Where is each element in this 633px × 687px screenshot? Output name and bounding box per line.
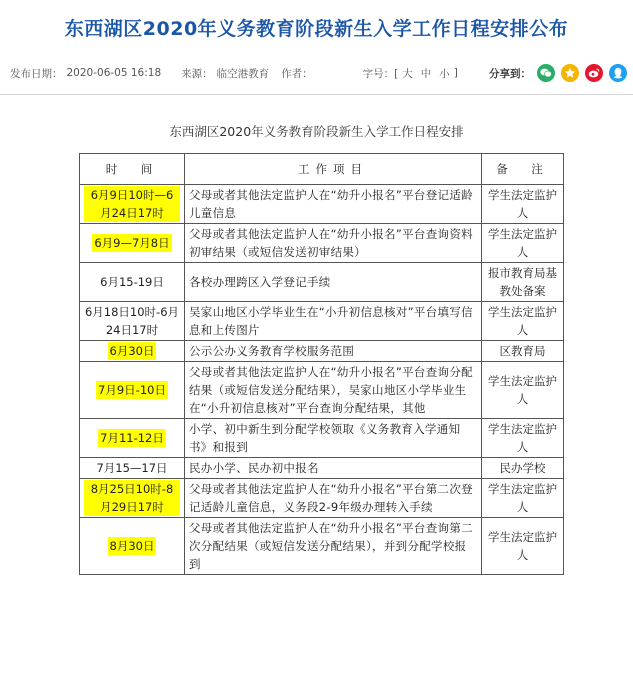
header-note: 备 注 bbox=[482, 154, 564, 185]
highlighted-date: 6月9—7月8日 bbox=[94, 236, 170, 250]
font-large-button[interactable]: 大 bbox=[402, 67, 413, 80]
source-label: 来源： bbox=[181, 67, 213, 80]
table-header-row bbox=[80, 154, 564, 185]
table-row bbox=[80, 263, 564, 302]
row-note-cell: 学生法定监护人 bbox=[482, 518, 564, 575]
table-row bbox=[80, 479, 564, 518]
table-row bbox=[80, 302, 564, 341]
row-time-cell bbox=[80, 302, 185, 341]
row-item-cell: 父母或者其他法定监护人在“幼升小报名”平台第二次登记适龄儿童信息，义务段2-9年级办理转入手续 bbox=[185, 479, 482, 518]
highlighted-date: 6月9日10时—6月24日17时 bbox=[84, 186, 180, 222]
table-row bbox=[80, 362, 564, 419]
row-item-cell: 父母或者其他法定监护人在“幼升小报名”平台查询资料初审结果（或短信发送初审结果） bbox=[185, 224, 482, 263]
publish-label: 发布日期： bbox=[10, 67, 63, 80]
publish-date: 2020-06-05 16:18 bbox=[66, 67, 162, 79]
row-time-cell bbox=[80, 263, 185, 302]
qq-icon[interactable] bbox=[609, 64, 627, 82]
row-time-cell bbox=[80, 479, 185, 518]
row-time-cell bbox=[80, 362, 185, 419]
table-row bbox=[80, 518, 564, 575]
row-item-cell: 民办小学、民办初中报名 bbox=[185, 458, 482, 479]
row-note-cell: 学生法定监护人 bbox=[482, 302, 564, 341]
row-item-cell: 父母或者其他法定监护人在“幼升小报名”平台登记适龄儿童信息 bbox=[185, 185, 482, 224]
weibo-icon[interactable] bbox=[585, 64, 603, 82]
highlighted-date: 6月30日 bbox=[109, 344, 155, 358]
row-time-cell bbox=[80, 458, 185, 479]
highlighted-date: 7月11-12日 bbox=[100, 431, 164, 445]
fontsize-switcher bbox=[402, 66, 450, 81]
table-row bbox=[80, 341, 564, 362]
table-row bbox=[80, 185, 564, 224]
row-item-cell: 小学、初中新生到分配学校领取《义务教育入学通知书》和报到 bbox=[185, 419, 482, 458]
row-item-cell: 父母或者其他法定监护人在“幼升小报名”平台查询分配结果（或短信发送分配结果），吴家山地区小学毕业生在“小升初信息核对”平台查询分配结果，其他 bbox=[185, 362, 482, 419]
row-item-cell: 公示公办义务教育学校服务范围 bbox=[185, 341, 482, 362]
row-note-cell: 学生法定监护人 bbox=[482, 419, 564, 458]
share-label: 分享到： bbox=[489, 67, 531, 80]
date-text: 7月15—17日 bbox=[96, 461, 168, 475]
row-note-cell: 报市教育局基教处备案 bbox=[482, 263, 564, 302]
row-note-cell: 区教育局 bbox=[482, 341, 564, 362]
header-time: 时 间 bbox=[80, 154, 185, 185]
highlighted-date: 7月9日-10日 bbox=[98, 383, 166, 397]
favorites-icon[interactable] bbox=[561, 64, 579, 82]
share-icons bbox=[537, 64, 627, 82]
highlighted-date: 8月30日 bbox=[109, 539, 155, 553]
row-time-cell bbox=[80, 224, 185, 263]
table-row bbox=[80, 419, 564, 458]
row-time-cell bbox=[80, 518, 185, 575]
row-time-cell bbox=[80, 341, 185, 362]
row-note-cell: 学生法定监护人 bbox=[482, 479, 564, 518]
document-title: 东西湖区2020年义务教育阶段新生入学工作日程安排 bbox=[169, 124, 464, 139]
highlighted-date: 8月25日10时-8月29日17时 bbox=[84, 480, 180, 516]
article-title: 东西湖区2020年义务教育阶段新生入学工作日程安排公布 bbox=[64, 18, 569, 40]
font-small-button[interactable]: 小 bbox=[439, 67, 450, 80]
row-item-cell: 父母或者其他法定监护人在“幼升小报名”平台查询第二次分配结果（或短信发送分配结果），并到分配学校报到 bbox=[185, 518, 482, 575]
row-time-cell bbox=[80, 419, 185, 458]
schedule-body bbox=[80, 185, 564, 575]
row-note-cell: 学生法定监护人 bbox=[482, 224, 564, 263]
header-item: 工作项目 bbox=[185, 154, 482, 185]
row-item-cell: 各校办理跨区入学登记手续 bbox=[185, 263, 482, 302]
fontsize-label: 字号：[ bbox=[362, 67, 399, 80]
source-value: 临空港教育 bbox=[216, 67, 270, 80]
wechat-icon[interactable] bbox=[537, 64, 555, 82]
font-medium-button[interactable]: 中 bbox=[420, 67, 432, 80]
article-meta bbox=[10, 62, 633, 84]
row-note-cell: 民办学校 bbox=[482, 458, 564, 479]
row-time-cell bbox=[80, 185, 185, 224]
author-label: 作者： bbox=[281, 67, 313, 80]
row-note-cell: 学生法定监护人 bbox=[482, 362, 564, 419]
schedule-table bbox=[79, 153, 564, 575]
fontsize-end: ] bbox=[453, 67, 458, 79]
meta-divider bbox=[0, 94, 633, 95]
date-text: 6月15-19日 bbox=[100, 275, 164, 289]
date-text: 6月18日10时-6月24日17时 bbox=[84, 305, 180, 337]
table-row bbox=[80, 224, 564, 263]
table-row bbox=[80, 458, 564, 479]
row-item-cell: 吴家山地区小学毕业生在“小升初信息核对”平台填写信息和上传图片 bbox=[185, 302, 482, 341]
row-note-cell: 学生法定监护人 bbox=[482, 185, 564, 224]
